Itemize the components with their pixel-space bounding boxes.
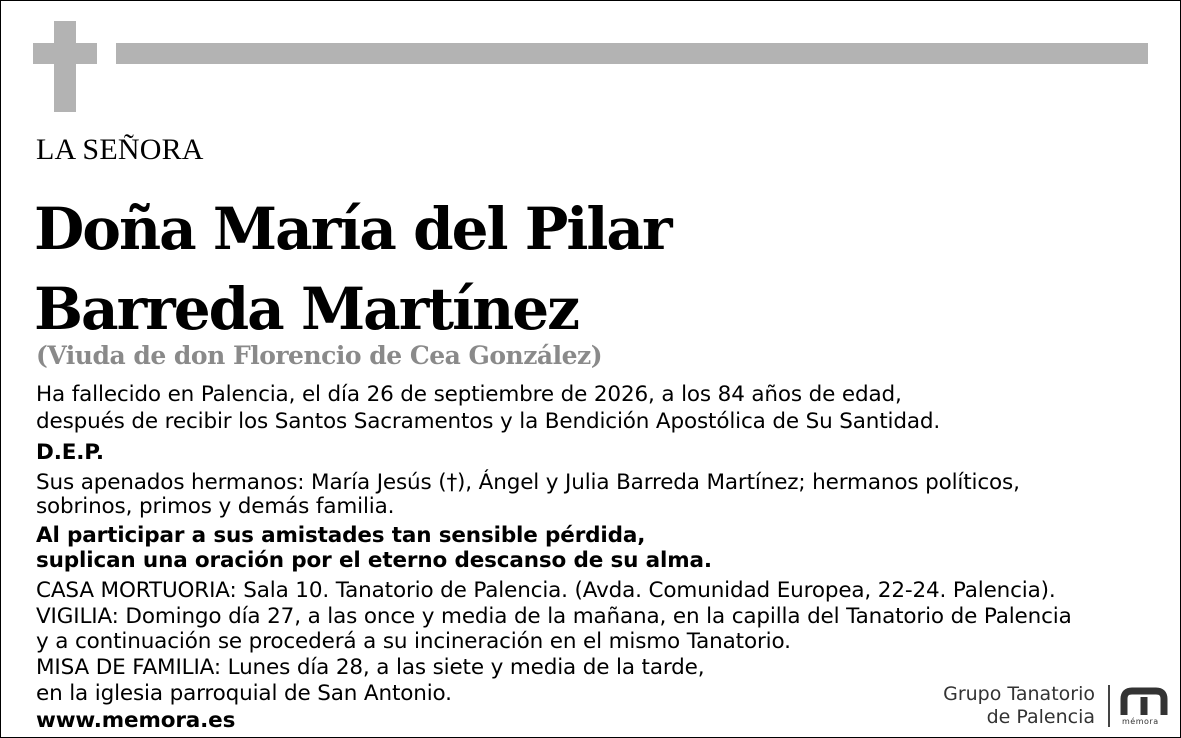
request-line-2: suplican una oración por el eterno descanso de su alma. (36, 548, 712, 573)
deceased-name-line2: Barreda Martínez (34, 275, 579, 343)
dep-label: D.E.P. (36, 440, 104, 465)
vigil-line-1: VIGILIA: Domingo día 27, a las once y media de la mañana, en la capilla del Tanatorio de Palencia (36, 604, 1072, 629)
death-line-2: después de recibir los Santos Sacramentos y la Bendición Apostólica de Su Santidad. (36, 409, 941, 434)
website-link[interactable]: www.memora.es (36, 708, 236, 733)
cross-icon-vertical (54, 21, 76, 112)
company-line-2: de Palencia (986, 706, 1095, 728)
death-line-1: Ha fallecido en Palencia, el día 26 de septiembre de 2026, a los 84 años de edad, (36, 382, 902, 407)
request-line-1: Al participar a sus amistades tan sensible pérdida, (36, 523, 646, 548)
deceased-name-line1: Doña María del Pilar (34, 195, 671, 263)
brand-small: mémora (1122, 717, 1159, 726)
mass-line-1: MISA DE FAMILIA: Lunes día 28, a las siete y media de la tarde, (36, 655, 705, 680)
company-line-1: Grupo Tanatorio (943, 683, 1095, 705)
title-label: LA SEÑORA (36, 133, 204, 166)
logo-divider (1108, 685, 1110, 727)
widow-of: (Viuda de don Florencio de Cea González) (36, 341, 603, 370)
header-bar (116, 43, 1148, 64)
cross-icon-horizontal (33, 43, 97, 64)
mortuary-info: CASA MORTUORIA: Sala 10. Tanatorio de Palencia. (Avda. Comunidad Europea, 22-24. Palencia). (36, 578, 1056, 603)
company-name (943, 683, 1095, 729)
family-line-1: Sus apenados hermanos: María Jesús (†), Ángel y Julia Barreda Martínez; hermanos políticos, (36, 470, 1020, 495)
family-line-2: sobrinos, primos y demás familia. (36, 494, 395, 519)
vigil-line-2: y a continuación se procederá a su incineración en el mismo Tanatorio. (36, 629, 791, 654)
mass-line-2: en la iglesia parroquial de San Antonio. (36, 681, 452, 706)
